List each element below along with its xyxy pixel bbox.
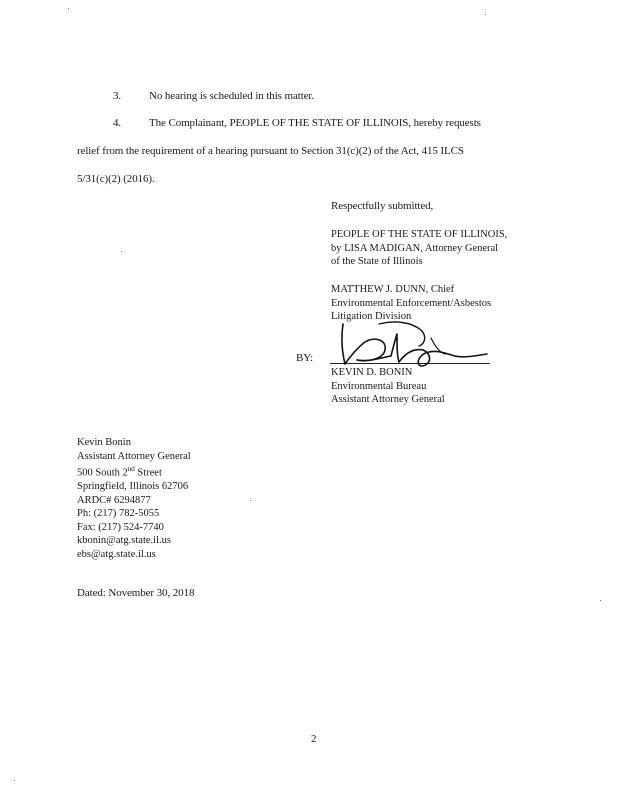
paragraph-4-line-1: The Complainant, PEOPLE OF THE STATE OF ILLINOIS, hereby requests: [149, 117, 481, 129]
contact-fax: Fax: (217) 524-7740: [77, 521, 164, 533]
signer-line: Assistant Attorney General: [331, 394, 445, 405]
signer-line: KEVIN D. BONIN: [331, 367, 413, 378]
contact-ardc: ARDC# 6294877: [77, 494, 151, 506]
street-suffix: Street: [134, 467, 162, 479]
contact-name: Kevin Bonin: [77, 437, 131, 448]
by-label: BY:: [296, 352, 314, 364]
contact-email-2: ebs@atg.state.il.us: [77, 548, 156, 560]
signer-line: Environmental Bureau: [331, 380, 427, 392]
paragraph-3-number: 3.: [113, 90, 122, 102]
scan-speck: [250, 500, 251, 501]
party-line: by LISA MADIGAN, Attorney General: [331, 242, 499, 254]
scan-speck: [485, 14, 486, 15]
contact-street: [77, 463, 191, 480]
closing-text: Respectfully submitted,: [331, 200, 434, 212]
party-line: of the State of Illinois: [331, 256, 423, 267]
contact-city: Springfield, Illinois 62706: [77, 481, 189, 492]
scan-speck: [68, 8, 69, 9]
contact-title: Assistant Attorney General: [77, 450, 191, 462]
paragraph-4-number: 4.: [113, 117, 122, 129]
signer-block: [331, 366, 445, 407]
party-block: [331, 228, 507, 269]
contact-phone: Ph: (217) 782-5055: [77, 508, 160, 519]
chief-line: Litigation Division: [331, 311, 412, 322]
chief-line: MATTHEW J. DUNN, Chief: [331, 284, 455, 295]
scan-speck: [600, 600, 601, 601]
contact-block: [77, 436, 191, 561]
contact-email-1: kbonin@atg.state.il.us: [77, 535, 171, 546]
scan-speck: [121, 251, 122, 252]
paragraph-3-text: No hearing is scheduled in this matter.: [149, 90, 315, 102]
paragraph-4-line-2: relief from the requirement of a hearing pursuant to Section 31(c)(2) of the Act, 415 ILCS: [77, 145, 464, 157]
scan-speck: [14, 780, 15, 781]
chief-line: Environmental Enforcement/Asbestos: [331, 297, 492, 309]
street-prefix: 500 South 2: [77, 467, 128, 479]
street-ordinal: nd: [127, 465, 135, 473]
page-number: 2: [311, 733, 317, 745]
dated-line: Dated: November 30, 2018: [77, 587, 195, 599]
paragraph-4-line-3: 5/31(c)(2) (2016).: [77, 173, 155, 185]
party-line: PEOPLE OF THE STATE OF ILLINOIS,: [331, 229, 508, 240]
